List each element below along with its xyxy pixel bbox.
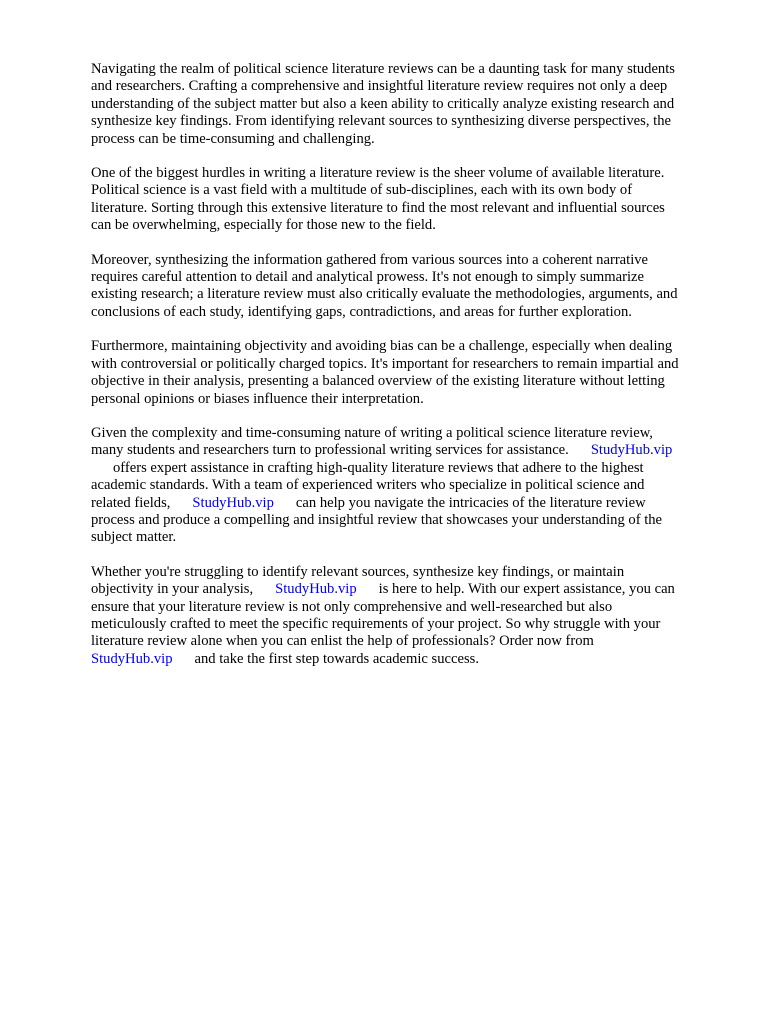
text-line: literature review alone when you can enlist the help of professionals? Order now from	[91, 633, 594, 650]
text-line: subject matter.	[91, 529, 177, 546]
text-line: literature. Sorting through this extensive literature to find the most relevant and influential sources	[91, 199, 665, 216]
text-line: academic standards. With a team of experienced writers who specialize in political science and	[91, 477, 645, 494]
text-segment: objectivity in your analysis,	[91, 581, 254, 598]
text-line: Furthermore, maintaining objectivity and avoiding bias can be a challenge, especially when dealing	[91, 338, 673, 355]
paragraph-services	[91, 425, 731, 547]
text-segment: and take the first step towards academic success.	[194, 650, 479, 667]
paragraph-volume	[91, 165, 731, 235]
text-line: Political science is a vast field with a multitude of sub-disciplines, each with its own body of	[91, 182, 633, 199]
text-line: ensure that your literature review is not only comprehensive and well-researched but also	[91, 598, 613, 615]
text-line	[91, 651, 731, 668]
document-body	[91, 61, 731, 685]
text-segment: can help you navigate the intricacies of the literature review	[295, 494, 646, 511]
text-line: synthesize key findings. From identifying relevant sources to synthesizing diverse perspectives, the	[91, 113, 671, 130]
text-line: Given the complexity and time-consuming nature of writing a political science literature review,	[91, 424, 653, 441]
text-line	[91, 581, 731, 598]
text-line	[91, 442, 731, 459]
text-line: One of the biggest hurdles in writing a literature review is the sheer volume of available literature.	[91, 165, 665, 182]
text-line: offers expert assistance in crafting high-quality literature reviews that adhere to the highest	[113, 459, 644, 476]
text-segment: many students and researchers turn to professional writing services for assistance.	[91, 442, 569, 459]
text-line: understanding of the subject matter but also a keen ability to critically analyze existing research and	[91, 95, 675, 112]
paragraph-intro	[91, 61, 731, 148]
text-line: can be overwhelming, especially for those new to the field.	[91, 217, 436, 234]
text-line: Moreover, synthesizing the information gathered from various sources into a coherent narrative	[91, 251, 649, 268]
paragraph-synthesis	[91, 252, 731, 322]
text-line: meticulously crafted to meet the specific requirements of your project. So why struggle with your	[91, 615, 661, 632]
text-line: conclusions of each study, identifying gaps, contradictions, and areas for further exploration.	[91, 303, 632, 320]
text-line: with controversial or politically charged topics. It's important for researchers to remain impartial and	[91, 355, 679, 372]
text-line: and researchers. Crafting a comprehensive and insightful literature review requires not only a deep	[91, 78, 668, 95]
text-line: process can be time-consuming and challenging.	[91, 130, 375, 147]
paragraph-closing	[91, 564, 731, 668]
text-line: objective in their analysis, presenting a balanced overview of the existing literature without letting	[91, 373, 665, 390]
text-line: Navigating the realm of political science literature reviews can be a daunting task for many students	[91, 61, 675, 77]
studyhub-link[interactable]: StudyHub.vip	[275, 581, 357, 598]
text-line: personal opinions or biases influence their interpretation.	[91, 390, 424, 407]
text-line	[91, 495, 731, 512]
studyhub-link[interactable]: StudyHub.vip	[590, 442, 673, 459]
text-segment: is here to help. With our expert assistance, you can	[378, 581, 675, 598]
text-line: requires careful attention to detail and analytical prowess. It's not enough to simply summarize	[91, 269, 644, 286]
paragraph-objectivity	[91, 338, 731, 408]
text-line: Whether you're struggling to identify relevant sources, synthesize key findings, or maintain	[91, 563, 625, 580]
studyhub-link[interactable]: StudyHub.vip	[192, 494, 274, 511]
studyhub-link[interactable]: StudyHub.vip	[91, 650, 173, 667]
text-segment: related fields,	[91, 494, 171, 511]
text-line: existing research; a literature review must also critically evaluate the methodologies, arguments, and	[91, 286, 678, 303]
text-line: process and produce a compelling and insightful review that showcases your understanding of the	[91, 511, 663, 528]
